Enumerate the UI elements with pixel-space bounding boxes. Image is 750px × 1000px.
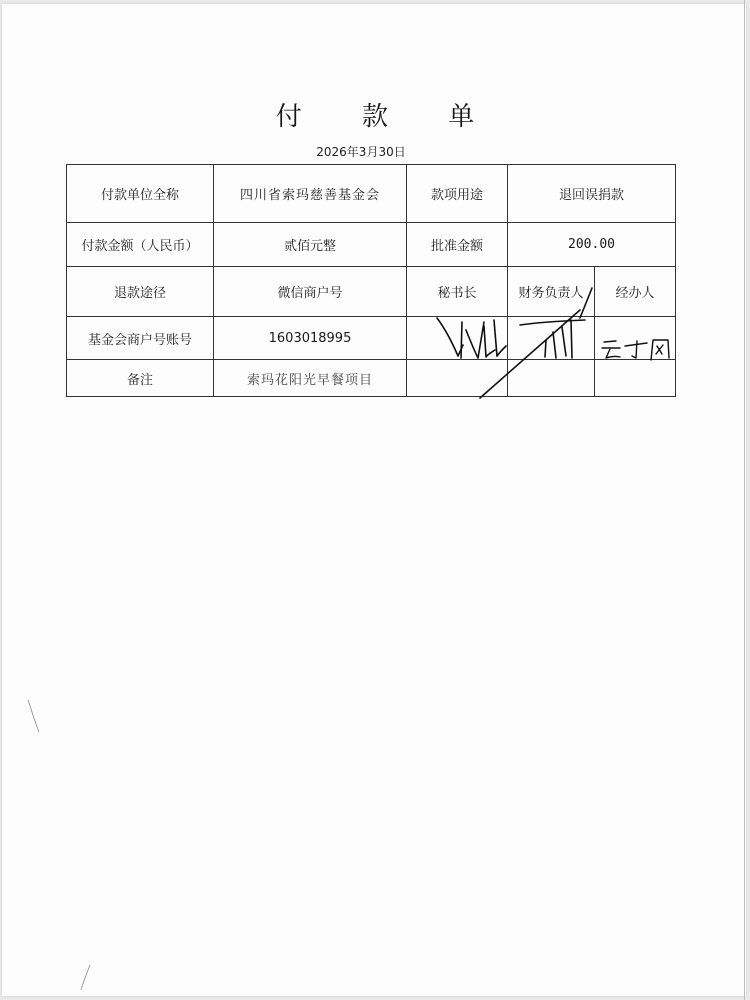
finance-head-label: 财务负责人	[508, 267, 595, 317]
document-date: 2026年3月30日	[316, 145, 406, 159]
secretary-general-label: 秘书长	[407, 267, 508, 317]
remarks-label: 备注	[67, 360, 214, 397]
secretary-general-signature-cell	[407, 317, 508, 360]
payment-form-table	[66, 164, 676, 397]
finance-head-signature-cell	[508, 317, 595, 360]
table-row	[67, 223, 676, 267]
refund-method-label: 退款途径	[67, 267, 214, 317]
remarks-empty-cell	[595, 360, 676, 397]
merchant-account-value: 1603018995	[214, 317, 407, 360]
table-row	[67, 267, 676, 317]
amount-words: 贰佰元整	[214, 223, 407, 267]
remarks-value: 索玛花阳光早餐项目	[214, 360, 407, 397]
remarks-empty-cell	[407, 360, 508, 397]
merchant-account-label: 基金会商户号账号	[67, 317, 214, 360]
approved-amount-value: 200.00	[508, 223, 676, 267]
table-row	[67, 360, 676, 397]
purpose-value: 退回误捐款	[508, 165, 676, 223]
refund-method-value: 微信商户号	[214, 267, 407, 317]
payer-value: 四川省索玛慈善基金会	[214, 165, 407, 223]
amount-label: 付款金额（人民币）	[67, 223, 214, 267]
page-edge	[744, 0, 745, 1000]
handler-label: 经办人	[595, 267, 676, 317]
payer-label: 付款单位全称	[67, 165, 214, 223]
table-row	[67, 165, 676, 223]
table-row	[67, 317, 676, 360]
remarks-empty-cell	[508, 360, 595, 397]
approved-amount-label: 批准金额	[407, 223, 508, 267]
document-title: 付 款 单	[275, 102, 501, 132]
purpose-label: 款项用途	[407, 165, 508, 223]
handler-signature-cell	[595, 317, 676, 360]
